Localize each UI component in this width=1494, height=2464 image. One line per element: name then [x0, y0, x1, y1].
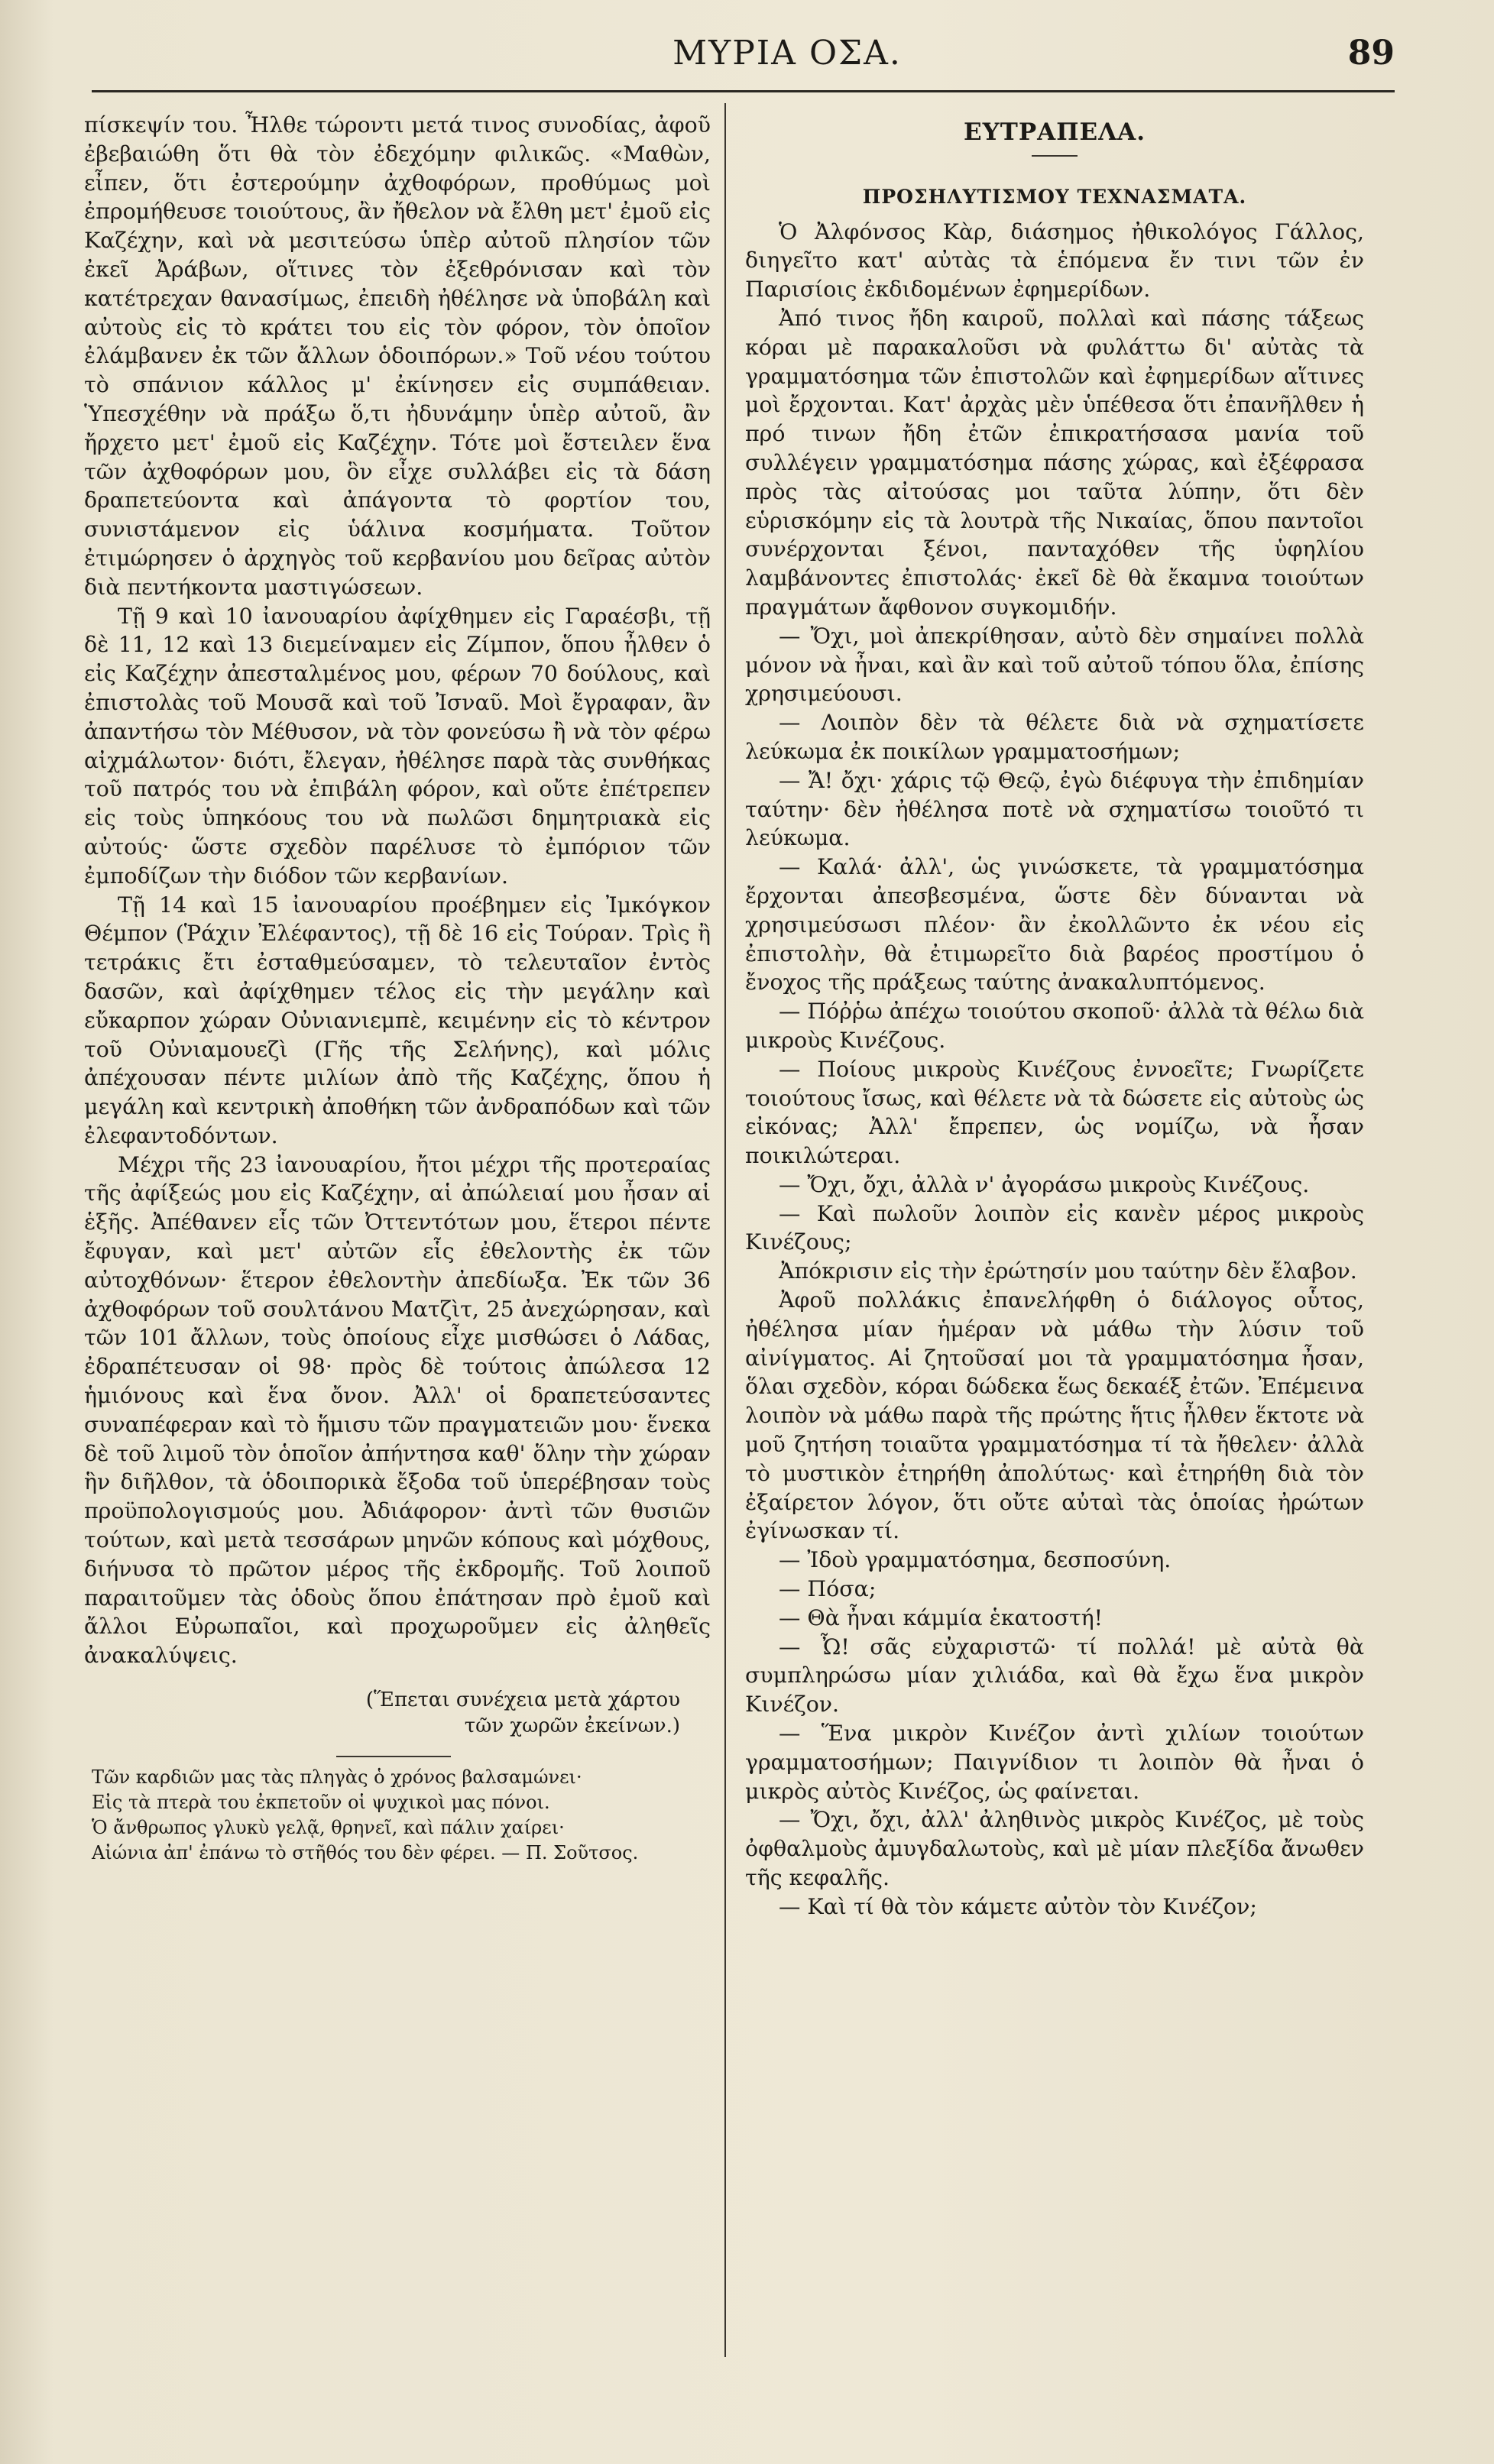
continuation-note: [84, 1687, 680, 1739]
travel-paragraph-4: Μέχρι τῆς 23 ἰανουαρίου, ἤτοι μέχρι τῆς προτεραίας τῆς ἀφίξεώς μου εἰς Καζέχην, αἱ ἀπώλειαί μου ἦσαν αἱ ἑξῆς. Ἀπέθανεν εἷς τῶν Ὀττεντότων μου, ἕτεροι πέντε ἔφυγαν, καὶ μετ' αὐτῶν εἷς ἐθελοντὴς ἐκ τῶν αὐτοχθόνων· ἕτερον ἐθελοντὴν ἀπεδίωξα. Ἐκ τῶν 36 ἀχθοφόρων τοῦ σουλτάνου Ματζὶτ, 25 ἀνεχώρησαν, καὶ τῶν 101 ἄλλων, τοὺς ὁποίους εἶχε μισθώσει ὁ Λάδας, ἐδραπέτευσαν οἱ 98· πρὸς δὲ τούτοις ἀπώλεσα 12 ἡμιόνους καὶ ἕνα ὄνον. Ἀλλ' οἱ δραπετεύσαντες συναπέφεραν καὶ τὸ ἥμισυ τῶν πραγματειῶν μου· ἕνεκα δὲ τοῦ λιμοῦ τὸν ὁποῖον ἀπήντησα καθ' ὅλην τὴν χώραν ἣν διῆλθον, τὰ ὁδοιπορικὰ ἔξοδα τοῦ ὑπερέβησαν τοὺς προϋπολογισμούς μου. Ἀδιάφορον· ἀντὶ τῶν θυσιῶν τούτων, καὶ μετὰ τεσσάρων μηνῶν κόπους καὶ μόχθους, διήνυσα τὸ πρῶτον μέρος τῆς ἐκδρομῆς. Τοῦ λοιποῦ παραιτοῦμεν τὰς ὁδοὺς ὅπου ἐπάτησαν πρὸ ἐμοῦ καὶ ἄλλοι Εὐρωπαῖοι, καὶ προχωροῦμεν εἰς ἀληθεῖς ἀνακαλύψεις.: [84, 1151, 711, 1669]
column-divider: [724, 103, 726, 2357]
dialogue-line-12: — Ὦ! σᾶς εὐχαριστῶ· τί πολλά! μὲ αὐτὰ θὰ συμπληρώσω μίαν χιλιάδα, καὶ θὰ ἔχω ἕνα μικρὸν Κινέζον.: [745, 1633, 1364, 1718]
dialogue-line-1: — Ὄχι, μοὶ ἀπεκρίθησαν, αὐτὸ δὲν σημαίνει πολλὰ μόνον νὰ ἦναι, καὶ ἂν καὶ τοῦ αὐτοῦ τόπου ὅλα, ἐπίσης χρησιμεύουσι.: [745, 623, 1364, 707]
dialogue-line-2: — Λοιπὸν δὲν τὰ θέλετε διὰ νὰ σχηματίσετε λεύκωμα ἐκ ποικίλων γραμματοσήμων;: [745, 710, 1364, 764]
narration-paragraph-2: Ἀφοῦ πολλάκις ἐπανελήφθη ὁ διάλογος οὗτος, ἠθέλησα μίαν ἡμέραν νὰ μάθω τὴν λύσιν τοῦ αἰνίγματος. Αἱ ζητοῦσαί μοι τὰ γραμματόσημα ἦσαν, ὅλαι σχεδὸν, κόραι δώδεκα ἕως δεκαέξ ἐτῶν. Ἐπέμεινα λοιπὸν νὰ μάθω παρὰ τῆς πρώτης ἥτις ἦλθεν ἕκτοτε νὰ μοῦ ζητήση τοιαῦτα γραμματόσημα τί τὰ ἤθελεν· ἀλλὰ τὸ μυστικὸν ἐτηρήθη ἀπολύτως· καὶ ἐτηρήθη διὰ τὸν ἐξαίρετον λόγον, ὅτι οὔτε αὐταὶ τὰς ὁποίας ἠρώτων ἐγίνωσκαν τί.: [745, 1287, 1364, 1544]
left-column: [84, 111, 711, 1866]
dialogue-line-15: — Καὶ τί θὰ τὸν κάμετε αὐτὸν τὸν Κινέζον;: [779, 1893, 1257, 1919]
header-rule: [92, 90, 1395, 92]
dialogue-line-3: — Ἄ! ὄχι· χάρις τῷ Θεῷ, ἐγὼ διέφυγα τὴν ἐπιδημίαν ταύτην· δὲν ἠθέλησα ποτὲ νὰ σχηματίσω τοιοῦτό τι λεύκωμα.: [745, 767, 1364, 851]
page-header: [92, 29, 1395, 83]
dialogue-line-6: — Ποίους μικροὺς Κινέζους ἐννοεῖτε; Γνωρίζετε τοιούτους ἴσως, καὶ θέλετε νὰ τὰ δώσετε εἰς αὐτοὺς ὡς εἰκόνας; Ἀλλ' ἔπρεπεν, ὡς νομίζω, νὰ ἦσαν ποικιλώτεραι.: [745, 1056, 1364, 1169]
dialogue-line-5: — Πόῤῥω ἀπέχω τοιούτου σκοποῦ· ἀλλὰ τὰ θέλω διὰ μικροὺς Κινέζους.: [745, 999, 1365, 1053]
dialogue-line-9: — Ἰδοὺ γραμματόσημα, δεσποσύνη.: [779, 1547, 1172, 1573]
section-title: ΕΥΤΡΑΠΕΛΑ.: [964, 118, 1146, 146]
continuation-note-line-1: (Ἕπεται συνέχεια μετὰ χάρτου: [365, 1689, 680, 1712]
anecdote-paragraph-2: Ἀπό τινος ἤδη καιροῦ, πολλαὶ καὶ πάσης τάξεως κόραι μὲ παρακαλοῦσι νὰ φυλάττω δι' αὐτὰς τὰ γραμματόσημα τῶν ἐπιστολῶν καὶ ἐφημερίδων αἵτινες μοὶ ἔρχονται. Κατ' ἀρχὰς μὲν ὑπέθεσα ὅτι ἐπανῆλθεν ἡ πρό τινων ἤδη ἐτῶν ἐπικρατήσασα μανία τοῦ συλλέγειν γραμματόσημα πάσης χώρας, καὶ ἐξέφρασα πρὸς τὰς αἰτούσας μοι ταῦτα λύπην, ὅτι δὲν εὑρισκόμην εἰς τὰ λουτρὰ τῆς Νικαίας, ὅπου παντοῖοι συνέρχονται ξένοι, πανταχόθεν τῆς ὑφηλίου λαμβάνοντες ἐπιστολάς· ἐκεῖ δὲ θὰ ἔκαμνα τοιούτων πραγμάτων ἄφθονον συγκομιδήν.: [745, 305, 1364, 620]
poem-rule: [336, 1756, 451, 1757]
poem: [84, 1765, 711, 1866]
dialogue-line-14: — Ὄχι, ὄχι, ἀλλ' ἀληθινὸς μικρὸς Κινέζος, μὲ τοὺς ὀφθαλμοὺς ἀμυγδαλωτοὺς, καὶ μὲ μίαν πλεξίδα ἄνωθεν τῆς κεφαλῆς.: [745, 1807, 1364, 1891]
travel-paragraph-1: πίσκεψίν του. Ἦλθε τώροντι μετά τινος συνοδίας, ἀφοῦ ἐβεβαιώθη ὅτι θὰ τὸν ἐδεχόμην φιλικῶς. «Μαθὼν, εἶπεν, ὅτι ἐστερούμην ἀχθοφόρων, προθύμως μοὶ ἐπρομήθευσε τοιούτους, ἂν ἤθελον νὰ ἔλθη μετ' ἐμοῦ εἰς Καζέχην, καὶ νὰ μεσιτεύσω ὑπὲρ αὐτοῦ πλησίον τῶν ἐκεῖ Ἀράβων, οἵτινες τὸν ἐξεθρόνισαν καὶ τὸν κατέτρεχαν θανασίμως, ἐπειδὴ ἠθέλησε νὰ ὑποβάλη καὶ αὐτοὺς εἰς τὸ κράτει του εἰς τὸν φόρον, τὸν ὁποῖον ἐλάμβανεν ἐκ τῶν ἄλλων ὁδοιπόρων.» Τοῦ νέου τούτου τὸ σπάνιον κάλλος μ' ἐκίνησεν εἰς συμπάθειαν. Ὑπεσχέθην νὰ πράξω ὅ,τι ἠδυνάμην ὑπὲρ αὐτοῦ, ἂν ἤρχετο μετ' ἐμοῦ εἰς Καζέχην. Τότε μοὶ ἔστειλεν ἕνα τῶν ἀχθοφόρων μου, ὃν εἶχε συλλάβει εἰς τὰ δάση δραπετεύοντα καὶ ἀπάγοντα τὸ φορτίον του, συνιστάμενον εἰς ὑάλινα κοσμήματα. Τοῦτον ἐτιμώρησεν ὁ ἀρχηγὸς τοῦ κερβανίου μου δεῖρας αὐτὸν διὰ πεντήκοντα μαστιγώσεων.: [84, 112, 711, 600]
right-column: [745, 111, 1364, 1922]
article-subtitle: ΠΡΟΣΗΛΥΤΙΣΜΟΥ ΤΕΧΝΑΣΜΑΤΑ.: [862, 185, 1247, 208]
dialogue-line-7: — Ὄχι, ὄχι, ἀλλὰ ν' ἀγοράσω μικροὺς Κινέζους.: [779, 1171, 1310, 1197]
travel-paragraph-3: Τῇ 14 καὶ 15 ἰανουαρίου προέβημεν εἰς Ἰμκόγκον Θέμπον (Ῥάχιν Ἐλέφαντος), τῇ δὲ 16 εἰς Τούραν. Τρὶς ἢ τετράκις ἔτι ἐσταθμεύσαμεν, τὸ τελευταῖον ἐντὸς δασῶν, καὶ ἀφίχθημεν τέλος εἰς τὴν μεγάλην καὶ εὔκαρπον χώραν Οὐνιανιεμπὲ, κειμένην εἰς τὸ κέντρον τοῦ Οὐνιαμουεζὶ (Γῆς τῆς Σελήνης), καὶ μόλις ἀπέχουσαν πέντε μιλίων ἀπὸ τῆς Καζέχης, ὅπου ἡ μεγάλη καὶ κεντρικὴ ἀποθήκη τῶν ἀνδραπόδων καὶ τῶν ἐλεφαντοδόντων.: [84, 892, 711, 1148]
travel-paragraph-2: Τῇ 9 καὶ 10 ἰανουαρίου ἀφίχθημεν εἰς Γαραέσβι, τῇ δὲ 11, 12 καὶ 13 διεμείναμεν εἰς Ζίμπον, ὅπου ἦλθεν ὁ εἰς Καζέχην ἀπεσταλμένος μου, φέρων 70 δούλους, καὶ ἐπιστολὰς τοῦ Μουσᾶ καὶ τοῦ Ἰσναῦ. Μοὶ ἔγραφαν, ἂν ἀπαντήσω τὸν Μέθυσον, νὰ τὸν φονεύσω ἢ νὰ τὸν φέρω αἰχμάλωτον· διότι, ἔλεγαν, ἠθέλησε παρὰ τὰς συνθήκας τοῦ πατρός του νὰ ἐπιβάλη φόρον, καὶ οὔτε ἐπέτρεπεν εἰς τοὺς ὑπηκόους του νὰ πωλῶσι δημητριακὰ εἰς αὐτούς· ὥστε σχεδὸν παρέλυσε τὸ ἐμπόριον τῶν ἐμποδίζων τὴν διόδον τῶν κερβανίων.: [84, 603, 711, 889]
dialogue-line-13: — Ἕνα μικρὸν Κινέζον ἀντὶ χιλίων τοιούτων γραμματοσήμων; Παιγνίδιον τι λοιπὸν θὰ ἦναι ὁ μικρὸς αὐτὸς Κινέζος, ὡς φαίνεται.: [745, 1721, 1364, 1804]
dialogue-line-4: — Καλά· ἀλλ', ὡς γινώσκετε, τὰ γραμματόσημα ἔρχονται ἀπεσβεσμένα, ὥστε δὲν δύνανται νὰ χρησιμεύσωσι πλέον· ἂν ἐκολλῶντο ἐκ νέου εἰς ἐπιστολὴν, θὰ ἐτιμωρεῖτο διὰ βαρέος προστίμου ὁ ἔνοχος τῆς πράξεως ταύτης ἀνακαλυπτόμενος.: [745, 854, 1364, 996]
section-rule: [1032, 155, 1078, 157]
dialogue-line-11: — Θὰ ἦναι κάμμία ἑκατοστή!: [779, 1604, 1103, 1630]
poem-line-1: Τῶν καρδιῶν μας τὰς πληγὰς ὁ χρόνος βαλσαμώνει·: [92, 1766, 582, 1789]
dialogue-line-10: — Πόσα;: [779, 1576, 877, 1602]
anecdote-paragraph-1: Ὁ Ἀλφόνσος Κὰρ, διάσημος ἠθικολόγος Γάλλος, διηγεῖτο κατ' αὐτὰς τὰ ἑπόμενα ἔν τινι τῶν ἐν Παρισίοις ἐκδιδομένων ἐφημερίδων.: [745, 219, 1364, 303]
running-title: ΜΥΡΙΑ ΟΣΑ.: [672, 34, 902, 73]
page-number: 89: [1347, 34, 1395, 73]
poem-line-4: Αἰώνια ἀπ' ἐπάνω τὸ στῆθός του δὲν φέρει. — Π. Σοῦτσος.: [92, 1842, 639, 1864]
continuation-note-line-2: τῶν χωρῶν ἐκείνων.): [464, 1714, 680, 1738]
poem-line-3: Ὁ ἄνθρωπος γλυκὺ γελᾷ, θρηνεῖ, καὶ πάλιν χαίρει·: [92, 1817, 565, 1839]
narration-paragraph-1: Ἀπόκρισιν εἰς τὴν ἐρώτησίν μου ταύτην δὲν ἔλαβον.: [779, 1258, 1357, 1284]
poem-line-2: Εἰς τὰ πτερὰ του ἐκπετοῦν οἱ ψυχικοὶ μας πόνοι.: [92, 1792, 550, 1814]
dialogue-line-8: — Καὶ πωλοῦν λοιπὸν εἰς κανὲν μέρος μικροὺς Κινέζους;: [745, 1200, 1364, 1255]
